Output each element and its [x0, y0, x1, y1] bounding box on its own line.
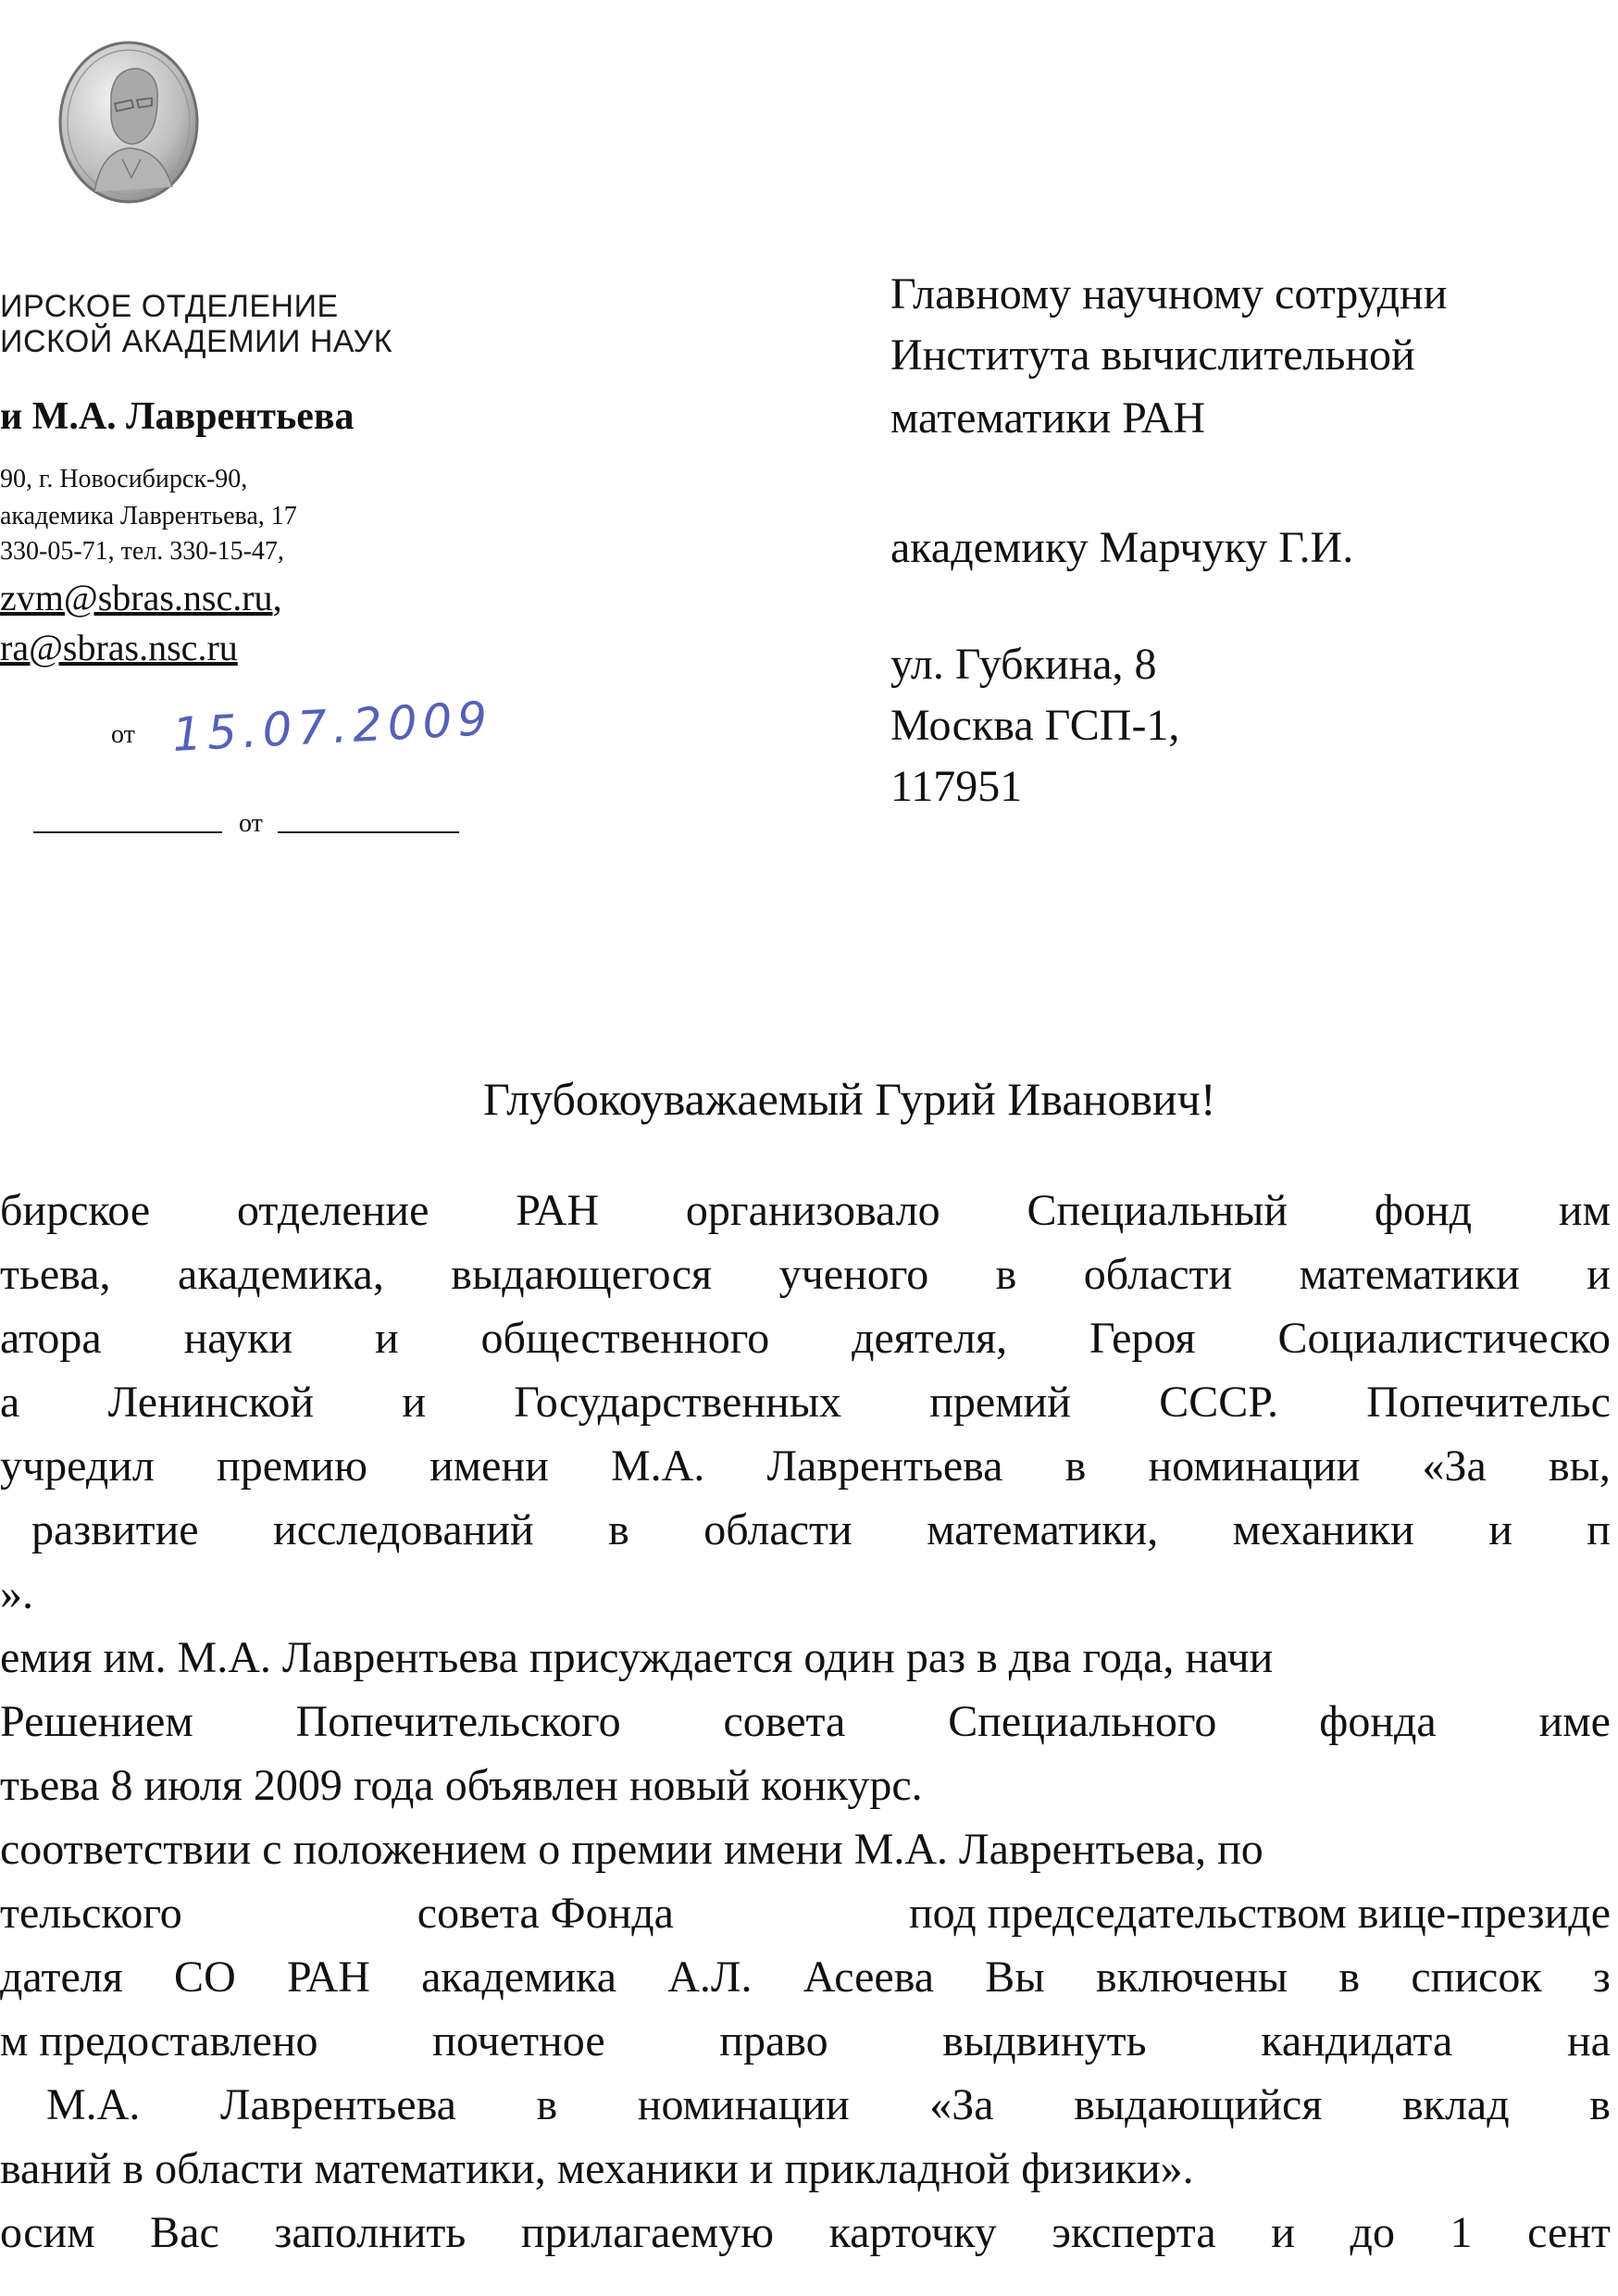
body-word: им [1558, 1186, 1611, 1235]
body-word: деятеля, [852, 1314, 1008, 1363]
body-word: и [374, 1314, 399, 1363]
body-word: тьева, [0, 1250, 111, 1299]
body-line-13 [0, 1952, 1611, 2003]
body-word: Попечительского [295, 1697, 621, 1746]
body-word: Ленинской [107, 1378, 315, 1427]
body-line-05 [0, 1441, 1611, 1491]
reference-ot-label-2: от [239, 809, 263, 838]
body-word: РАН [286, 1953, 370, 2002]
body-word: математики, [927, 1505, 1159, 1554]
body-word: тельского [0, 1889, 182, 1938]
body-word: Специальный [1027, 1186, 1288, 1235]
sender-address-line2: академика Лаврентьева, 17 [0, 502, 297, 530]
body-word: математики [1299, 1250, 1520, 1299]
body-word: премию [217, 1441, 367, 1491]
body-word: в [1589, 2080, 1611, 2129]
body-word: в [1064, 1441, 1087, 1491]
body-word: развитие [31, 1505, 199, 1554]
body-word: м предоставлено [0, 2016, 318, 2065]
recipient-line3: математики РАН [890, 393, 1206, 443]
body-line-09 [0, 1696, 1611, 1747]
body-word: 1 [1450, 2208, 1473, 2257]
body-line-08: емия им. М.А. Лаврентьева присуждается один раз в два года, начи [0, 1633, 1274, 1682]
sender-email2: ra@sbras.nsc.ru [0, 627, 238, 668]
sender-email1 [0, 576, 282, 619]
body-word: академика [421, 1953, 617, 2002]
body-word: премий [929, 1378, 1071, 1427]
body-word: общественного [480, 1314, 770, 1363]
body-word: науки [183, 1314, 293, 1363]
body-word: прилагаемую [520, 2208, 775, 2257]
body-word: Социалистическо [1277, 1314, 1611, 1363]
medal-portrait-emblem [57, 39, 200, 206]
body-word: СССР. [1159, 1378, 1278, 1427]
body-word: совета Фонда [417, 1889, 674, 1938]
sender-email1-suffix: , [272, 577, 282, 618]
body-word: в [995, 1250, 1017, 1299]
body-word: Вы [985, 1953, 1045, 2002]
body-word: фонд [1374, 1186, 1473, 1235]
body-word: включены [1095, 1953, 1288, 2002]
body-word: а [0, 1378, 20, 1427]
body-word: карточку [828, 2208, 997, 2257]
body-word: на [1566, 2016, 1611, 2065]
body-word: учредил [0, 1441, 155, 1491]
body-word: номинации [1148, 1441, 1361, 1491]
sender-org-line2: ИСКОЙ АКАДЕМИИ НАУК [0, 324, 393, 359]
body-word: список [1411, 1953, 1542, 2002]
body-word: «За [929, 2080, 994, 2129]
body-word: номинации [637, 2080, 850, 2129]
body-word: механики [1232, 1505, 1414, 1554]
body-word: Асеева [803, 1953, 935, 2002]
recipient-line1: Главному научному сотрудни [890, 269, 1448, 318]
body-word: организовало [685, 1186, 940, 1235]
body-word: и [1488, 1505, 1512, 1554]
body-word: РАН [516, 1186, 600, 1235]
body-line-16: ваний в области математики, механики и прикладной физики». [0, 2144, 1194, 2193]
body-word: заполнить [274, 2208, 467, 2257]
body-word: Решением [0, 1697, 193, 1746]
body-word: и [402, 1378, 426, 1427]
reference-date-line [278, 831, 459, 833]
body-word: Лаврентьева [766, 1441, 1003, 1491]
body-line-12 [0, 1888, 1611, 1939]
body-word: име [1538, 1697, 1611, 1746]
body-line-01 [0, 1185, 1611, 1236]
body-word: кандидата [1261, 2016, 1453, 2065]
body-word: А.Л. [667, 1953, 753, 2002]
body-word: выдвинуть [942, 2016, 1147, 2065]
recipient-line7: 117951 [890, 762, 1023, 811]
body-word: выдающегося [451, 1250, 713, 1299]
body-word: в [608, 1505, 629, 1554]
body-word: исследований [273, 1505, 534, 1554]
reference-ot-label: от [111, 720, 135, 749]
body-word: в [536, 2080, 558, 2129]
body-word: отделение [237, 1186, 429, 1235]
body-word: фонда [1319, 1697, 1437, 1746]
body-word: М.А. [46, 2080, 141, 2129]
body-line-17 [0, 2207, 1611, 2258]
sender-institute: и М.А. Лаврентьева [0, 395, 355, 438]
body-word: под председательством вице-президе [908, 1889, 1611, 1938]
reference-number-line [33, 831, 222, 833]
body-line-15 [46, 2079, 1611, 2130]
body-word: Попечительс [1366, 1378, 1611, 1427]
body-word: академика, [177, 1250, 384, 1299]
body-word: Специального [948, 1697, 1217, 1746]
salutation: Глубокоуважаемый Гурий Иванович! [483, 1073, 1216, 1125]
body-word: з [1592, 1953, 1611, 2002]
body-word: до [1350, 2208, 1395, 2257]
sender-address-line3: 330-05-71, тел. 330-15-47, [0, 537, 284, 566]
body-word: «За [1422, 1441, 1487, 1491]
body-word: ученого [778, 1250, 929, 1299]
body-word: эксперта [1052, 2208, 1216, 2257]
body-word: СО [174, 1953, 236, 2002]
body-word: атора [0, 1314, 102, 1363]
body-word: Лаврентьева [219, 2080, 456, 2129]
body-word: имени [429, 1441, 549, 1491]
body-word: Героя [1089, 1314, 1196, 1363]
body-word: бирское [0, 1186, 151, 1235]
body-line-06 [31, 1504, 1611, 1555]
body-word: Государственных [514, 1378, 841, 1427]
body-line-07: ». [0, 1569, 33, 1618]
body-line-02 [0, 1249, 1611, 1300]
body-word: почетное [432, 2016, 605, 2065]
body-word: М.А. [610, 1441, 705, 1491]
body-word: в [1338, 1953, 1361, 2002]
body-word: п [1587, 1505, 1611, 1554]
sender-email1-text: zvm@sbras.nsc.ru [0, 577, 273, 618]
body-line-03 [0, 1313, 1611, 1364]
recipient-line2: Института вычислительной [890, 331, 1415, 380]
body-word: Вас [150, 2208, 219, 2257]
body-word: сент [1527, 2208, 1611, 2257]
body-word: области [1083, 1250, 1233, 1299]
body-word: и [1587, 1250, 1611, 1299]
body-line-14 [0, 2015, 1611, 2066]
body-word: и [1271, 2208, 1295, 2257]
recipient-line5: ул. Губкина, 8 [890, 640, 1157, 689]
body-word: дателя [0, 1953, 123, 2002]
recipient-line4: академику Марчуку Г.И. [890, 523, 1354, 572]
body-word: области [703, 1505, 853, 1554]
body-line-10: тьева 8 июля 2009 года объявлен новый конкурс. [0, 1761, 923, 1810]
body-word: вклад [1401, 2080, 1510, 2129]
body-word: совета [723, 1697, 846, 1746]
body-word: осим [0, 2208, 95, 2257]
recipient-line6: Москва ГСП-1, [890, 701, 1180, 750]
sender-address-line1: 90, г. Новосибирск-90, [0, 465, 248, 493]
body-word: право [719, 2016, 828, 2065]
body-line-11: соответствии с положением о премии имени М.А. Лаврентьева, по [0, 1825, 1263, 1874]
body-line-04 [0, 1377, 1611, 1428]
body-word: выдающийся [1074, 2080, 1323, 2129]
body-word: вы, [1548, 1441, 1611, 1491]
sender-org-line1: ИРСКОЕ ОТДЕЛЕНИЕ [0, 289, 339, 324]
handwritten-date: 15.07.2009 [170, 691, 494, 763]
